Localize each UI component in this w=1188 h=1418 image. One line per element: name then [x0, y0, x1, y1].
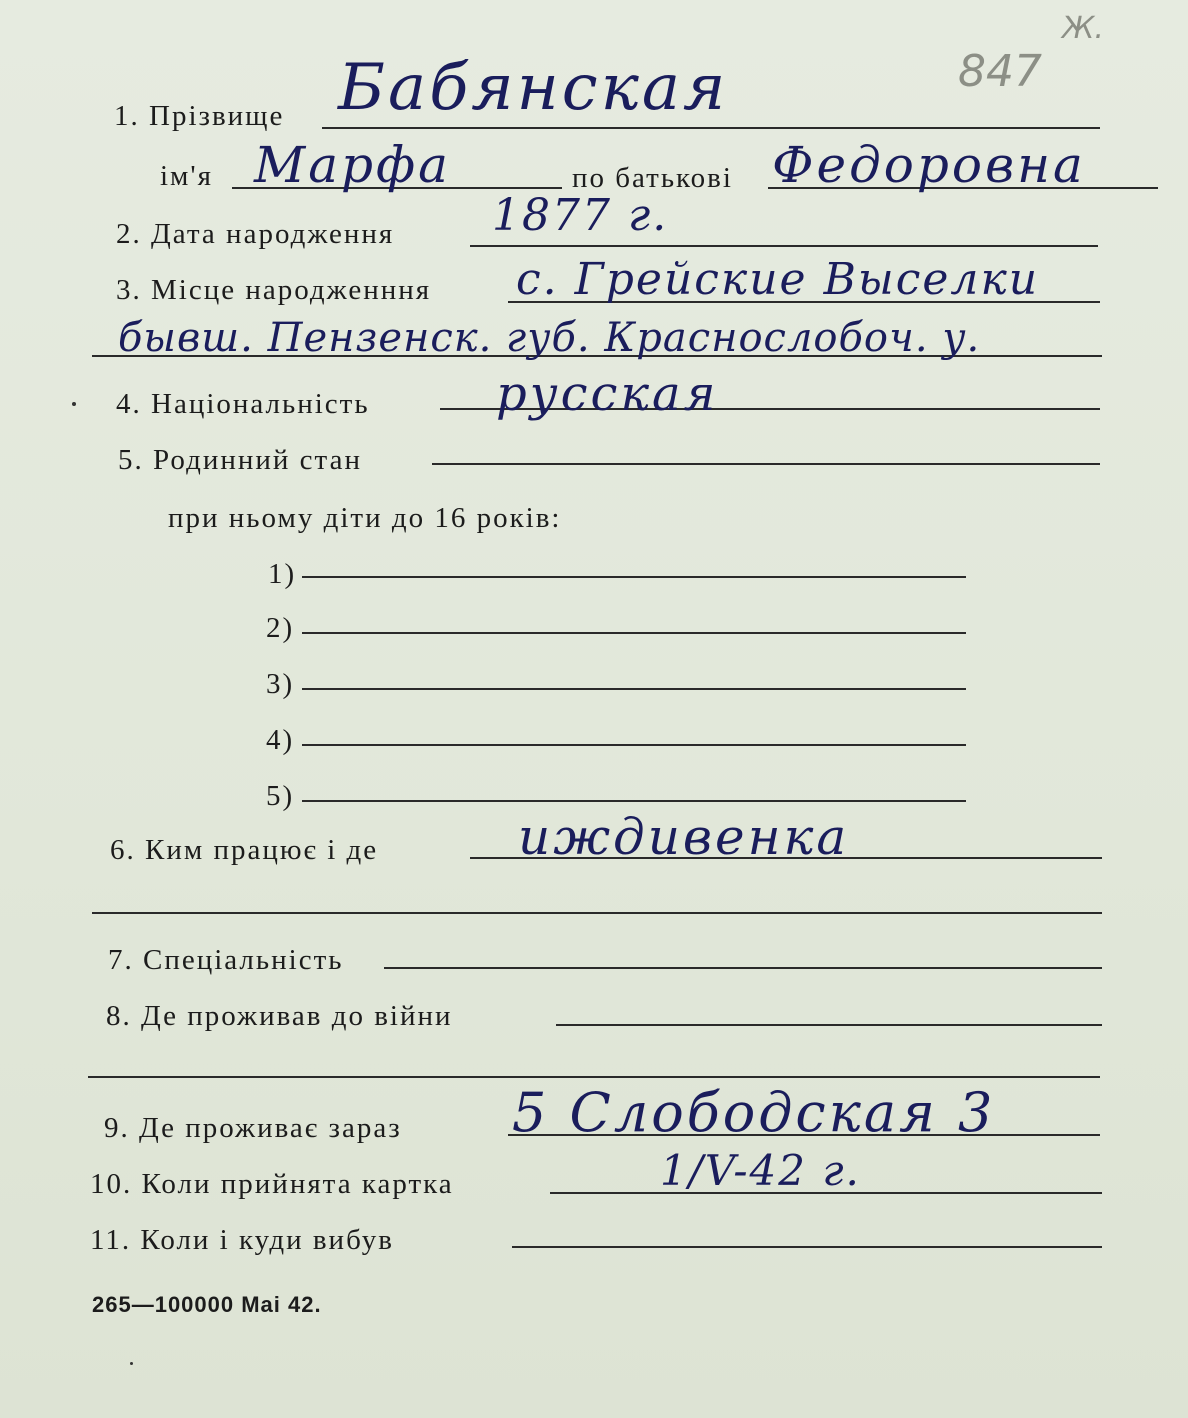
surname-line [322, 127, 1100, 129]
specialty-label: 7. Спеціальність [108, 944, 344, 976]
surname-label: 1. Прізвище [114, 100, 285, 132]
specialty-line [384, 967, 1102, 969]
current-residence-value: 5 Слободская 3 [512, 1081, 996, 1144]
bottom-dot [130, 1362, 133, 1365]
nationality-value: русская [496, 366, 719, 422]
child-4-label: 4) [266, 724, 295, 756]
first-name-label: ім'я [160, 160, 213, 192]
child-4-line [302, 744, 966, 746]
child-3-label: 3) [266, 668, 295, 700]
birth-place-value-1: с. Грейские Выселки [516, 254, 1040, 305]
marital-status-line [432, 463, 1100, 465]
first-name-value: Марфа [254, 136, 451, 194]
margin-dot [72, 402, 76, 406]
child-1-label: 1) [268, 558, 297, 590]
child-5-line [302, 800, 966, 802]
departed-label: 11. Коли і куди вибув [90, 1224, 394, 1256]
card-accepted-label: 10. Коли прийнята картка [90, 1168, 454, 1200]
surname-value: Бабянская [338, 51, 729, 125]
archive-letter: Ж. [1062, 11, 1104, 46]
birth-date-value: 1877 г. [492, 190, 669, 241]
occupation-value: иждивенка [518, 808, 850, 866]
birth-date-line [470, 245, 1098, 247]
child-2-line [302, 632, 966, 634]
child-1-line [302, 576, 966, 578]
occupation-label: 6. Ким працює і де [110, 834, 379, 866]
card-accepted-value: 1/V-42 г. [660, 1146, 861, 1195]
archive-number: 847 [958, 46, 1042, 97]
marital-status-label: 5. Родинний стан [118, 444, 362, 476]
prewar-residence-label: 8. Де проживав до війни [106, 1000, 453, 1032]
nationality-label: 4. Національність [116, 388, 370, 420]
birth-date-label: 2. Дата народження [116, 218, 395, 250]
child-3-line [302, 688, 966, 690]
birth-place-label: 3. Місце народженння [116, 274, 432, 306]
occupation-line-2 [92, 912, 1102, 914]
departed-line [512, 1246, 1102, 1248]
patronymic-label: по батькові [572, 162, 733, 194]
children-label: при ньому діти до 16 років: [168, 502, 562, 534]
prewar-residence-line [556, 1024, 1102, 1026]
print-code: 265—100000 Mai 42. [92, 1292, 322, 1317]
current-residence-label: 9. Де проживає зараз [104, 1112, 402, 1144]
prewar-residence-line-2 [88, 1076, 1100, 1078]
child-2-label: 2) [266, 612, 295, 644]
child-5-label: 5) [266, 780, 295, 812]
birth-place-value-2: бывш. Пензенск. губ. Краснослобоч. у. [118, 315, 981, 361]
patronymic-value: Федоровна [772, 136, 1086, 194]
